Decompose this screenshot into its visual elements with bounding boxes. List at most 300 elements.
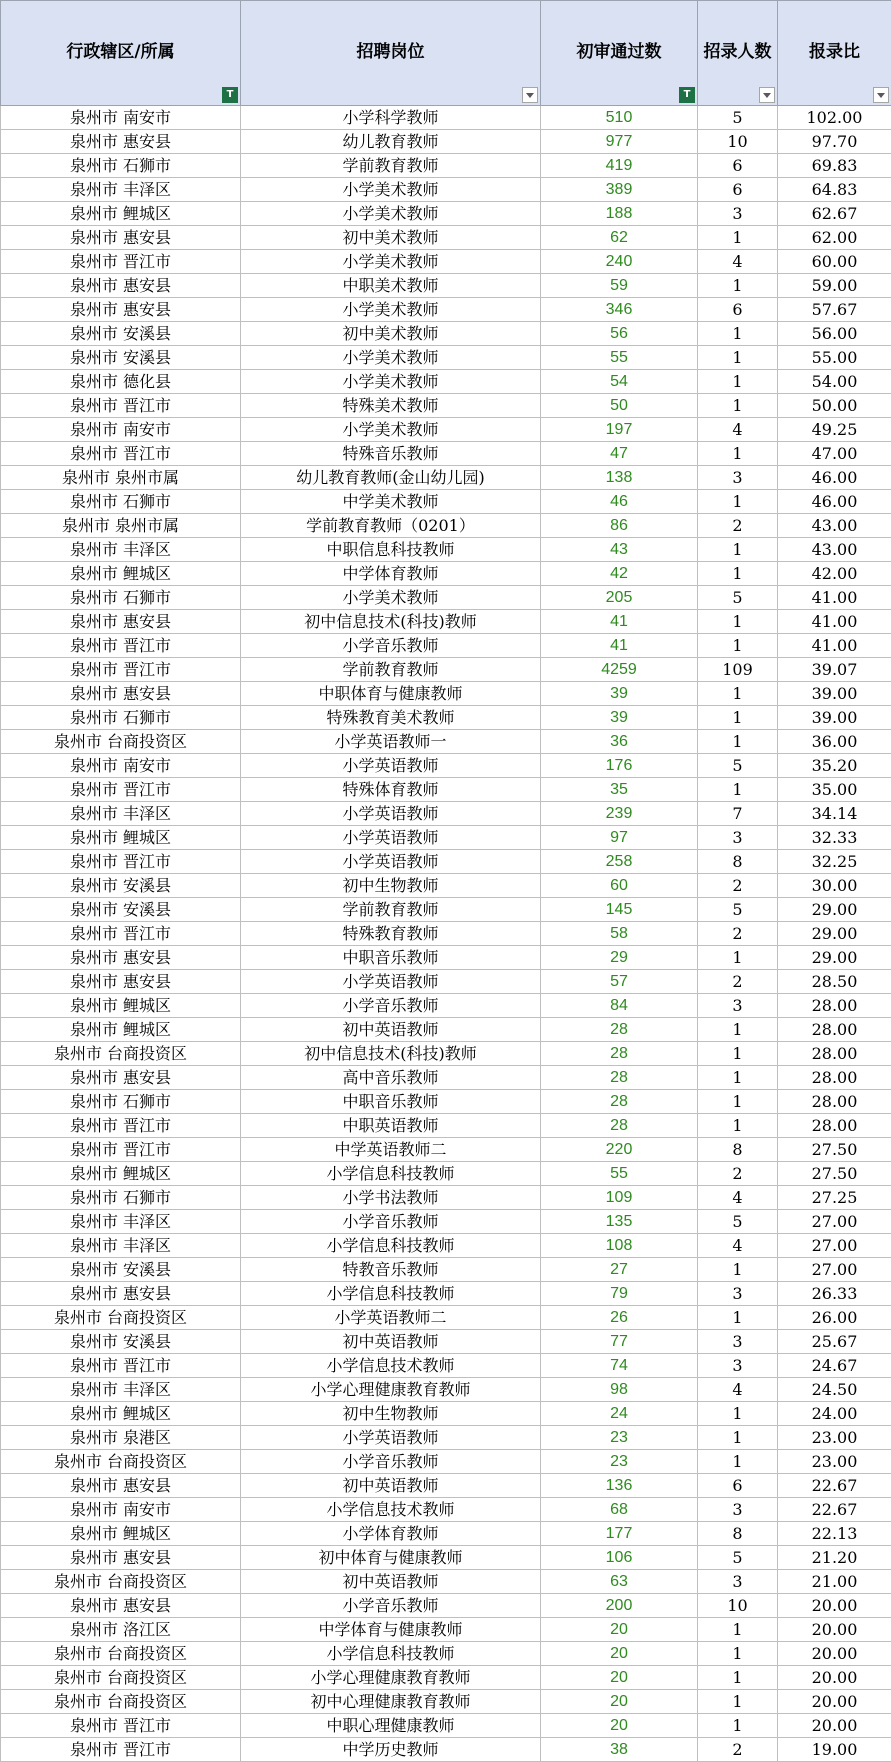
- cell-position[interactable]: 初中英语教师: [241, 1330, 541, 1354]
- cell-hires[interactable]: 1: [698, 1258, 778, 1282]
- cell-ratio[interactable]: 32.33: [778, 826, 891, 850]
- cell-ratio[interactable]: 97.70: [778, 130, 891, 154]
- cell-hires[interactable]: 1: [698, 706, 778, 730]
- cell-passed[interactable]: 4259: [541, 658, 698, 682]
- cell-region[interactable]: 泉州市 台商投资区: [1, 1042, 241, 1066]
- cell-hires[interactable]: 8: [698, 1138, 778, 1162]
- cell-passed[interactable]: 54: [541, 370, 698, 394]
- cell-ratio[interactable]: 35.20: [778, 754, 891, 778]
- cell-hires[interactable]: 1: [698, 1090, 778, 1114]
- cell-hires[interactable]: 5: [698, 1546, 778, 1570]
- cell-passed[interactable]: 57: [541, 970, 698, 994]
- cell-ratio[interactable]: 20.00: [778, 1594, 891, 1618]
- cell-ratio[interactable]: 27.50: [778, 1162, 891, 1186]
- cell-position[interactable]: 学前教育教师: [241, 898, 541, 922]
- cell-hires[interactable]: 5: [698, 754, 778, 778]
- cell-hires[interactable]: 2: [698, 1162, 778, 1186]
- cell-ratio[interactable]: 27.25: [778, 1186, 891, 1210]
- cell-ratio[interactable]: 54.00: [778, 370, 891, 394]
- cell-ratio[interactable]: 57.67: [778, 298, 891, 322]
- cell-passed[interactable]: 74: [541, 1354, 698, 1378]
- cell-ratio[interactable]: 30.00: [778, 874, 891, 898]
- cell-ratio[interactable]: 29.00: [778, 922, 891, 946]
- cell-ratio[interactable]: 43.00: [778, 538, 891, 562]
- cell-region[interactable]: 泉州市 鲤城区: [1, 1018, 241, 1042]
- cell-hires[interactable]: 3: [698, 1354, 778, 1378]
- cell-hires[interactable]: 3: [698, 202, 778, 226]
- cell-position[interactable]: 中学历史教师: [241, 1738, 541, 1762]
- cell-ratio[interactable]: 39.00: [778, 682, 891, 706]
- cell-region[interactable]: 泉州市 安溪县: [1, 322, 241, 346]
- cell-passed[interactable]: 205: [541, 586, 698, 610]
- cell-passed[interactable]: 24: [541, 1402, 698, 1426]
- cell-hires[interactable]: 1: [698, 562, 778, 586]
- cell-hires[interactable]: 6: [698, 1474, 778, 1498]
- cell-ratio[interactable]: 42.00: [778, 562, 891, 586]
- cell-ratio[interactable]: 20.00: [778, 1642, 891, 1666]
- cell-hires[interactable]: 3: [698, 1282, 778, 1306]
- cell-region[interactable]: 泉州市 惠安县: [1, 1546, 241, 1570]
- cell-position[interactable]: 小学英语教师二: [241, 1306, 541, 1330]
- cell-ratio[interactable]: 28.00: [778, 1042, 891, 1066]
- cell-hires[interactable]: 1: [698, 1018, 778, 1042]
- cell-passed[interactable]: 188: [541, 202, 698, 226]
- cell-hires[interactable]: 1: [698, 730, 778, 754]
- cell-ratio[interactable]: 64.83: [778, 178, 891, 202]
- cell-region[interactable]: 泉州市 晋江市: [1, 922, 241, 946]
- cell-hires[interactable]: 8: [698, 850, 778, 874]
- cell-passed[interactable]: 68: [541, 1498, 698, 1522]
- cell-position[interactable]: 小学美术教师: [241, 202, 541, 226]
- cell-ratio[interactable]: 28.00: [778, 1018, 891, 1042]
- cell-hires[interactable]: 4: [698, 250, 778, 274]
- cell-passed[interactable]: 106: [541, 1546, 698, 1570]
- cell-ratio[interactable]: 39.07: [778, 658, 891, 682]
- cell-hires[interactable]: 1: [698, 778, 778, 802]
- cell-ratio[interactable]: 46.00: [778, 490, 891, 514]
- cell-ratio[interactable]: 55.00: [778, 346, 891, 370]
- cell-ratio[interactable]: 62.00: [778, 226, 891, 250]
- cell-region[interactable]: 泉州市 惠安县: [1, 1474, 241, 1498]
- cell-passed[interactable]: 108: [541, 1234, 698, 1258]
- cell-position[interactable]: 初中美术教师: [241, 226, 541, 250]
- cell-hires[interactable]: 1: [698, 634, 778, 658]
- cell-ratio[interactable]: 34.14: [778, 802, 891, 826]
- cell-passed[interactable]: 28: [541, 1090, 698, 1114]
- cell-passed[interactable]: 42: [541, 562, 698, 586]
- cell-passed[interactable]: 510: [541, 106, 698, 130]
- cell-passed[interactable]: 59: [541, 274, 698, 298]
- cell-hires[interactable]: 1: [698, 1666, 778, 1690]
- cell-ratio[interactable]: 22.13: [778, 1522, 891, 1546]
- cell-passed[interactable]: 46: [541, 490, 698, 514]
- cell-ratio[interactable]: 20.00: [778, 1618, 891, 1642]
- cell-passed[interactable]: 109: [541, 1186, 698, 1210]
- cell-ratio[interactable]: 25.67: [778, 1330, 891, 1354]
- cell-passed[interactable]: 55: [541, 1162, 698, 1186]
- cell-hires[interactable]: 2: [698, 1738, 778, 1762]
- cell-position[interactable]: 初中英语教师: [241, 1570, 541, 1594]
- cell-region[interactable]: 泉州市 晋江市: [1, 634, 241, 658]
- cell-position[interactable]: 小学美术教师: [241, 298, 541, 322]
- cell-position[interactable]: 小学信息科技教师: [241, 1234, 541, 1258]
- cell-region[interactable]: 泉州市 鲤城区: [1, 202, 241, 226]
- cell-region[interactable]: 泉州市 南安市: [1, 418, 241, 442]
- cell-position[interactable]: 小学音乐教师: [241, 1210, 541, 1234]
- cell-position[interactable]: 小学美术教师: [241, 346, 541, 370]
- cell-passed[interactable]: 28: [541, 1114, 698, 1138]
- cell-passed[interactable]: 39: [541, 706, 698, 730]
- cell-passed[interactable]: 20: [541, 1690, 698, 1714]
- cell-ratio[interactable]: 62.67: [778, 202, 891, 226]
- cell-hires[interactable]: 109: [698, 658, 778, 682]
- cell-position[interactable]: 小学音乐教师: [241, 1450, 541, 1474]
- cell-position[interactable]: 中学英语教师二: [241, 1138, 541, 1162]
- cell-position[interactable]: 初中信息技术(科技)教师: [241, 610, 541, 634]
- cell-hires[interactable]: 1: [698, 1426, 778, 1450]
- cell-region[interactable]: 泉州市 南安市: [1, 106, 241, 130]
- cell-position[interactable]: 初中信息技术(科技)教师: [241, 1042, 541, 1066]
- cell-passed[interactable]: 23: [541, 1450, 698, 1474]
- cell-hires[interactable]: 1: [698, 274, 778, 298]
- cell-passed[interactable]: 62: [541, 226, 698, 250]
- cell-ratio[interactable]: 23.00: [778, 1450, 891, 1474]
- cell-ratio[interactable]: 41.00: [778, 586, 891, 610]
- cell-hires[interactable]: 3: [698, 466, 778, 490]
- cell-region[interactable]: 泉州市 德化县: [1, 370, 241, 394]
- cell-region[interactable]: 泉州市 晋江市: [1, 1738, 241, 1762]
- cell-passed[interactable]: 28: [541, 1066, 698, 1090]
- cell-passed[interactable]: 47: [541, 442, 698, 466]
- cell-ratio[interactable]: 60.00: [778, 250, 891, 274]
- cell-region[interactable]: 泉州市 鲤城区: [1, 826, 241, 850]
- cell-hires[interactable]: 1: [698, 370, 778, 394]
- cell-hires[interactable]: 1: [698, 346, 778, 370]
- cell-hires[interactable]: 1: [698, 1066, 778, 1090]
- cell-region[interactable]: 泉州市 丰泽区: [1, 538, 241, 562]
- cell-hires[interactable]: 10: [698, 1594, 778, 1618]
- cell-region[interactable]: 泉州市 泉州市属: [1, 514, 241, 538]
- cell-ratio[interactable]: 28.00: [778, 1066, 891, 1090]
- cell-region[interactable]: 泉州市 晋江市: [1, 442, 241, 466]
- cell-passed[interactable]: 177: [541, 1522, 698, 1546]
- cell-region[interactable]: 泉州市 惠安县: [1, 610, 241, 634]
- cell-passed[interactable]: 977: [541, 130, 698, 154]
- cell-region[interactable]: 泉州市 台商投资区: [1, 1690, 241, 1714]
- cell-position[interactable]: 小学信息技术教师: [241, 1354, 541, 1378]
- dropdown-arrow-icon[interactable]: [873, 87, 889, 103]
- cell-ratio[interactable]: 26.33: [778, 1282, 891, 1306]
- cell-hires[interactable]: 1: [698, 1450, 778, 1474]
- cell-passed[interactable]: 29: [541, 946, 698, 970]
- cell-ratio[interactable]: 20.00: [778, 1690, 891, 1714]
- cell-hires[interactable]: 1: [698, 610, 778, 634]
- cell-region[interactable]: 泉州市 台商投资区: [1, 1666, 241, 1690]
- cell-position[interactable]: 中职体育与健康教师: [241, 682, 541, 706]
- cell-ratio[interactable]: 41.00: [778, 634, 891, 658]
- cell-hires[interactable]: 1: [698, 1402, 778, 1426]
- header-region[interactable]: [1, 1, 241, 106]
- cell-ratio[interactable]: 59.00: [778, 274, 891, 298]
- cell-position[interactable]: 中职心理健康教师: [241, 1714, 541, 1738]
- cell-hires[interactable]: 5: [698, 106, 778, 130]
- header-ratio[interactable]: [778, 1, 891, 106]
- cell-passed[interactable]: 136: [541, 1474, 698, 1498]
- cell-passed[interactable]: 36: [541, 730, 698, 754]
- cell-ratio[interactable]: 22.67: [778, 1474, 891, 1498]
- cell-position[interactable]: 小学美术教师: [241, 370, 541, 394]
- cell-position[interactable]: 初中体育与健康教师: [241, 1546, 541, 1570]
- cell-ratio[interactable]: 39.00: [778, 706, 891, 730]
- cell-region[interactable]: 泉州市 晋江市: [1, 1354, 241, 1378]
- cell-ratio[interactable]: 69.83: [778, 154, 891, 178]
- cell-hires[interactable]: 1: [698, 322, 778, 346]
- cell-ratio[interactable]: 28.00: [778, 1114, 891, 1138]
- cell-passed[interactable]: 419: [541, 154, 698, 178]
- cell-region[interactable]: 泉州市 安溪县: [1, 1258, 241, 1282]
- cell-hires[interactable]: 8: [698, 1522, 778, 1546]
- cell-passed[interactable]: 60: [541, 874, 698, 898]
- cell-hires[interactable]: 1: [698, 1618, 778, 1642]
- cell-passed[interactable]: 20: [541, 1618, 698, 1642]
- cell-passed[interactable]: 20: [541, 1714, 698, 1738]
- cell-region[interactable]: 泉州市 惠安县: [1, 946, 241, 970]
- cell-position[interactable]: 小学英语教师: [241, 754, 541, 778]
- cell-ratio[interactable]: 21.00: [778, 1570, 891, 1594]
- cell-region[interactable]: 泉州市 南安市: [1, 754, 241, 778]
- cell-position[interactable]: 小学美术教师: [241, 586, 541, 610]
- cell-region[interactable]: 泉州市 丰泽区: [1, 1210, 241, 1234]
- cell-hires[interactable]: 1: [698, 1114, 778, 1138]
- cell-position[interactable]: 初中生物教师: [241, 874, 541, 898]
- cell-ratio[interactable]: 24.50: [778, 1378, 891, 1402]
- cell-ratio[interactable]: 28.50: [778, 970, 891, 994]
- cell-hires[interactable]: 1: [698, 442, 778, 466]
- cell-region[interactable]: 泉州市 丰泽区: [1, 1234, 241, 1258]
- cell-region[interactable]: 泉州市 鲤城区: [1, 1162, 241, 1186]
- cell-hires[interactable]: 1: [698, 682, 778, 706]
- cell-passed[interactable]: 43: [541, 538, 698, 562]
- cell-position[interactable]: 幼儿教育教师: [241, 130, 541, 154]
- cell-region[interactable]: 泉州市 惠安县: [1, 1066, 241, 1090]
- cell-ratio[interactable]: 27.00: [778, 1258, 891, 1282]
- cell-region[interactable]: 泉州市 丰泽区: [1, 802, 241, 826]
- cell-region[interactable]: 泉州市 泉港区: [1, 1426, 241, 1450]
- cell-hires[interactable]: 1: [698, 490, 778, 514]
- cell-position[interactable]: 初中英语教师: [241, 1018, 541, 1042]
- cell-region[interactable]: 泉州市 惠安县: [1, 970, 241, 994]
- cell-ratio[interactable]: 46.00: [778, 466, 891, 490]
- cell-hires[interactable]: 5: [698, 898, 778, 922]
- dropdown-arrow-icon[interactable]: [759, 87, 775, 103]
- cell-hires[interactable]: 2: [698, 922, 778, 946]
- cell-region[interactable]: 泉州市 惠安县: [1, 130, 241, 154]
- cell-position[interactable]: 中学体育与健康教师: [241, 1618, 541, 1642]
- cell-position[interactable]: 中职信息科技教师: [241, 538, 541, 562]
- cell-position[interactable]: 初中英语教师: [241, 1474, 541, 1498]
- cell-ratio[interactable]: 28.00: [778, 994, 891, 1018]
- cell-hires[interactable]: 1: [698, 1042, 778, 1066]
- cell-ratio[interactable]: 28.00: [778, 1090, 891, 1114]
- cell-passed[interactable]: 28: [541, 1018, 698, 1042]
- cell-position[interactable]: 中学美术教师: [241, 490, 541, 514]
- cell-region[interactable]: 泉州市 台商投资区: [1, 1642, 241, 1666]
- cell-passed[interactable]: 77: [541, 1330, 698, 1354]
- cell-ratio[interactable]: 35.00: [778, 778, 891, 802]
- cell-position[interactable]: 小学美术教师: [241, 418, 541, 442]
- cell-passed[interactable]: 41: [541, 610, 698, 634]
- cell-region[interactable]: 泉州市 惠安县: [1, 682, 241, 706]
- cell-hires[interactable]: 1: [698, 226, 778, 250]
- cell-region[interactable]: 泉州市 晋江市: [1, 1714, 241, 1738]
- cell-passed[interactable]: 84: [541, 994, 698, 1018]
- cell-position[interactable]: 小学心理健康教育教师: [241, 1378, 541, 1402]
- cell-region[interactable]: 泉州市 惠安县: [1, 298, 241, 322]
- cell-hires[interactable]: 2: [698, 514, 778, 538]
- cell-hires[interactable]: 4: [698, 1234, 778, 1258]
- cell-hires[interactable]: 7: [698, 802, 778, 826]
- cell-position[interactable]: 小学英语教师: [241, 1426, 541, 1450]
- cell-position[interactable]: 特殊教育美术教师: [241, 706, 541, 730]
- cell-hires[interactable]: 1: [698, 394, 778, 418]
- cell-passed[interactable]: 58: [541, 922, 698, 946]
- cell-passed[interactable]: 23: [541, 1426, 698, 1450]
- cell-passed[interactable]: 26: [541, 1306, 698, 1330]
- cell-passed[interactable]: 50: [541, 394, 698, 418]
- cell-hires[interactable]: 3: [698, 1498, 778, 1522]
- cell-position[interactable]: 小学信息科技教师: [241, 1162, 541, 1186]
- cell-region[interactable]: 泉州市 台商投资区: [1, 1450, 241, 1474]
- cell-position[interactable]: 小学音乐教师: [241, 994, 541, 1018]
- cell-ratio[interactable]: 47.00: [778, 442, 891, 466]
- cell-position[interactable]: 幼儿教育教师(金山幼儿园): [241, 466, 541, 490]
- cell-ratio[interactable]: 41.00: [778, 610, 891, 634]
- cell-position[interactable]: 特殊教育教师: [241, 922, 541, 946]
- cell-ratio[interactable]: 43.00: [778, 514, 891, 538]
- cell-ratio[interactable]: 49.25: [778, 418, 891, 442]
- cell-position[interactable]: 小学信息科技教师: [241, 1282, 541, 1306]
- cell-passed[interactable]: 38: [541, 1738, 698, 1762]
- cell-ratio[interactable]: 24.67: [778, 1354, 891, 1378]
- cell-position[interactable]: 小学美术教师: [241, 250, 541, 274]
- cell-region[interactable]: 泉州市 石狮市: [1, 1090, 241, 1114]
- cell-region[interactable]: 泉州市 石狮市: [1, 490, 241, 514]
- cell-passed[interactable]: 79: [541, 1282, 698, 1306]
- cell-region[interactable]: 泉州市 安溪县: [1, 1330, 241, 1354]
- cell-passed[interactable]: 240: [541, 250, 698, 274]
- cell-ratio[interactable]: 26.00: [778, 1306, 891, 1330]
- cell-hires[interactable]: 1: [698, 1690, 778, 1714]
- cell-position[interactable]: 小学心理健康教育教师: [241, 1666, 541, 1690]
- cell-passed[interactable]: 135: [541, 1210, 698, 1234]
- cell-region[interactable]: 泉州市 惠安县: [1, 274, 241, 298]
- cell-position[interactable]: 特殊体育教师: [241, 778, 541, 802]
- cell-position[interactable]: 学前教育教师: [241, 154, 541, 178]
- cell-position[interactable]: 小学英语教师一: [241, 730, 541, 754]
- cell-passed[interactable]: 41: [541, 634, 698, 658]
- cell-hires[interactable]: 5: [698, 1210, 778, 1234]
- cell-position[interactable]: 初中生物教师: [241, 1402, 541, 1426]
- cell-region[interactable]: 泉州市 晋江市: [1, 658, 241, 682]
- cell-ratio[interactable]: 36.00: [778, 730, 891, 754]
- cell-passed[interactable]: 258: [541, 850, 698, 874]
- cell-hires[interactable]: 1: [698, 1714, 778, 1738]
- cell-region[interactable]: 泉州市 安溪县: [1, 874, 241, 898]
- cell-position[interactable]: 特殊美术教师: [241, 394, 541, 418]
- cell-passed[interactable]: 346: [541, 298, 698, 322]
- cell-passed[interactable]: 56: [541, 322, 698, 346]
- cell-hires[interactable]: 4: [698, 1378, 778, 1402]
- cell-position[interactable]: 中学体育教师: [241, 562, 541, 586]
- cell-region[interactable]: 泉州市 鲤城区: [1, 562, 241, 586]
- cell-position[interactable]: 小学音乐教师: [241, 1594, 541, 1618]
- cell-region[interactable]: 泉州市 泉州市属: [1, 466, 241, 490]
- cell-position[interactable]: 高中音乐教师: [241, 1066, 541, 1090]
- cell-ratio[interactable]: 20.00: [778, 1666, 891, 1690]
- cell-position[interactable]: 小学音乐教师: [241, 634, 541, 658]
- cell-position[interactable]: 小学信息技术教师: [241, 1498, 541, 1522]
- cell-passed[interactable]: 220: [541, 1138, 698, 1162]
- cell-ratio[interactable]: 102.00: [778, 106, 891, 130]
- header-passed[interactable]: [541, 1, 698, 106]
- dropdown-arrow-icon[interactable]: [522, 87, 538, 103]
- cell-hires[interactable]: 1: [698, 946, 778, 970]
- cell-hires[interactable]: 5: [698, 586, 778, 610]
- cell-hires[interactable]: 1: [698, 1306, 778, 1330]
- cell-position[interactable]: 中职英语教师: [241, 1114, 541, 1138]
- cell-region[interactable]: 泉州市 安溪县: [1, 346, 241, 370]
- cell-region[interactable]: 泉州市 南安市: [1, 1498, 241, 1522]
- cell-region[interactable]: 泉州市 石狮市: [1, 154, 241, 178]
- cell-region[interactable]: 泉州市 晋江市: [1, 1138, 241, 1162]
- filter-active-icon[interactable]: T: [679, 87, 695, 103]
- cell-passed[interactable]: 63: [541, 1570, 698, 1594]
- cell-region[interactable]: 泉州市 惠安县: [1, 1594, 241, 1618]
- cell-passed[interactable]: 27: [541, 1258, 698, 1282]
- cell-passed[interactable]: 138: [541, 466, 698, 490]
- cell-passed[interactable]: 389: [541, 178, 698, 202]
- cell-passed[interactable]: 20: [541, 1642, 698, 1666]
- cell-hires[interactable]: 2: [698, 874, 778, 898]
- cell-ratio[interactable]: 21.20: [778, 1546, 891, 1570]
- cell-position[interactable]: 小学英语教师: [241, 970, 541, 994]
- cell-ratio[interactable]: 27.50: [778, 1138, 891, 1162]
- cell-passed[interactable]: 197: [541, 418, 698, 442]
- cell-region[interactable]: 泉州市 洛江区: [1, 1618, 241, 1642]
- cell-ratio[interactable]: 24.00: [778, 1402, 891, 1426]
- cell-position[interactable]: 中职美术教师: [241, 274, 541, 298]
- cell-region[interactable]: 泉州市 丰泽区: [1, 178, 241, 202]
- cell-passed[interactable]: 55: [541, 346, 698, 370]
- cell-passed[interactable]: 176: [541, 754, 698, 778]
- cell-position[interactable]: 小学英语教师: [241, 850, 541, 874]
- cell-region[interactable]: 泉州市 晋江市: [1, 778, 241, 802]
- cell-ratio[interactable]: 27.00: [778, 1210, 891, 1234]
- cell-hires[interactable]: 6: [698, 154, 778, 178]
- cell-position[interactable]: 小学科学教师: [241, 106, 541, 130]
- cell-region[interactable]: 泉州市 惠安县: [1, 226, 241, 250]
- cell-region[interactable]: 泉州市 鲤城区: [1, 1522, 241, 1546]
- cell-hires[interactable]: 6: [698, 298, 778, 322]
- header-position[interactable]: [241, 1, 541, 106]
- cell-hires[interactable]: 3: [698, 826, 778, 850]
- cell-hires[interactable]: 1: [698, 538, 778, 562]
- cell-hires[interactable]: 1: [698, 1642, 778, 1666]
- filter-active-icon[interactable]: T: [222, 87, 238, 103]
- cell-hires[interactable]: 3: [698, 994, 778, 1018]
- cell-position[interactable]: 初中美术教师: [241, 322, 541, 346]
- cell-region[interactable]: 泉州市 石狮市: [1, 1186, 241, 1210]
